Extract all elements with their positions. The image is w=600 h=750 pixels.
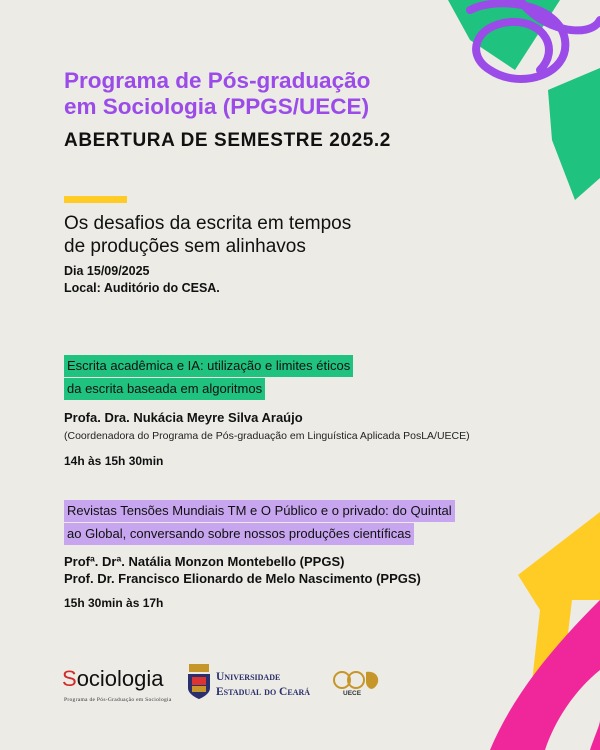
session2-topic-line2: ao Global, conversando sobre nossos produções científicas [64,523,414,545]
green-shape-right [548,68,600,200]
program-title-line2: em Sociologia (PPGS/UECE) [64,94,370,119]
uece-logo-line2: Estadual do Ceará [216,686,311,698]
uece-logo-text [216,670,310,700]
pink-swoosh-lower [590,720,600,750]
sociologia-logo-s: S [62,666,77,691]
session1-topic-line1: Escrita acadêmica e IA: utilização e limites éticos [64,355,353,377]
sociologia-logo [62,666,164,692]
yellow-accent-bar [64,196,127,203]
sociologia-logo-subtitle: Programa de Pós-Graduação em Sociologia [64,697,172,703]
uece-logo-line1: Universidade [216,671,281,683]
session1-speaker: Profa. Dra. Nukácia Meyre Silva Araújo [64,410,303,425]
event-subtitle-line2: de produções sem alinhavos [64,236,306,257]
uece-seal-text: UECE [343,690,362,697]
session1-topic-line2: da escrita baseada em algoritmos [64,378,265,400]
session2-topic-line1: Revistas Tensões Mundiais TM e O Público e o privado: do Quintal [64,500,455,522]
event-location: Local: Auditório do CESA. [64,281,220,295]
sociologia-logo-text: ociologia [76,666,164,691]
program-title-line1: Programa de Pós-graduação [64,68,371,93]
session2-time: 15h 30min às 17h [64,596,164,610]
uece-emblem-icon [186,662,212,700]
event-date: Dia 15/09/2025 [64,264,150,278]
event-subtitle-line1: Os desafios da escrita em tempos [64,213,352,234]
session2-speaker2: Prof. Dr. Francisco Elionardo de Melo Nascimento (PPGS) [64,571,421,586]
session1-speaker-note: (Coordenadora do Programa de Pós-graduação em Linguística Aplicada PosLA/UECE) [64,430,470,442]
session1-time: 14h às 15h 30min [64,454,164,468]
semester-heading: ABERTURA DE SEMESTRE 2025.2 [64,130,391,151]
event-subtitle [64,212,464,258]
program-title [64,68,484,120]
session2-speaker1: Profª. Drª. Natália Monzon Montebello (PPGS) [64,554,345,569]
